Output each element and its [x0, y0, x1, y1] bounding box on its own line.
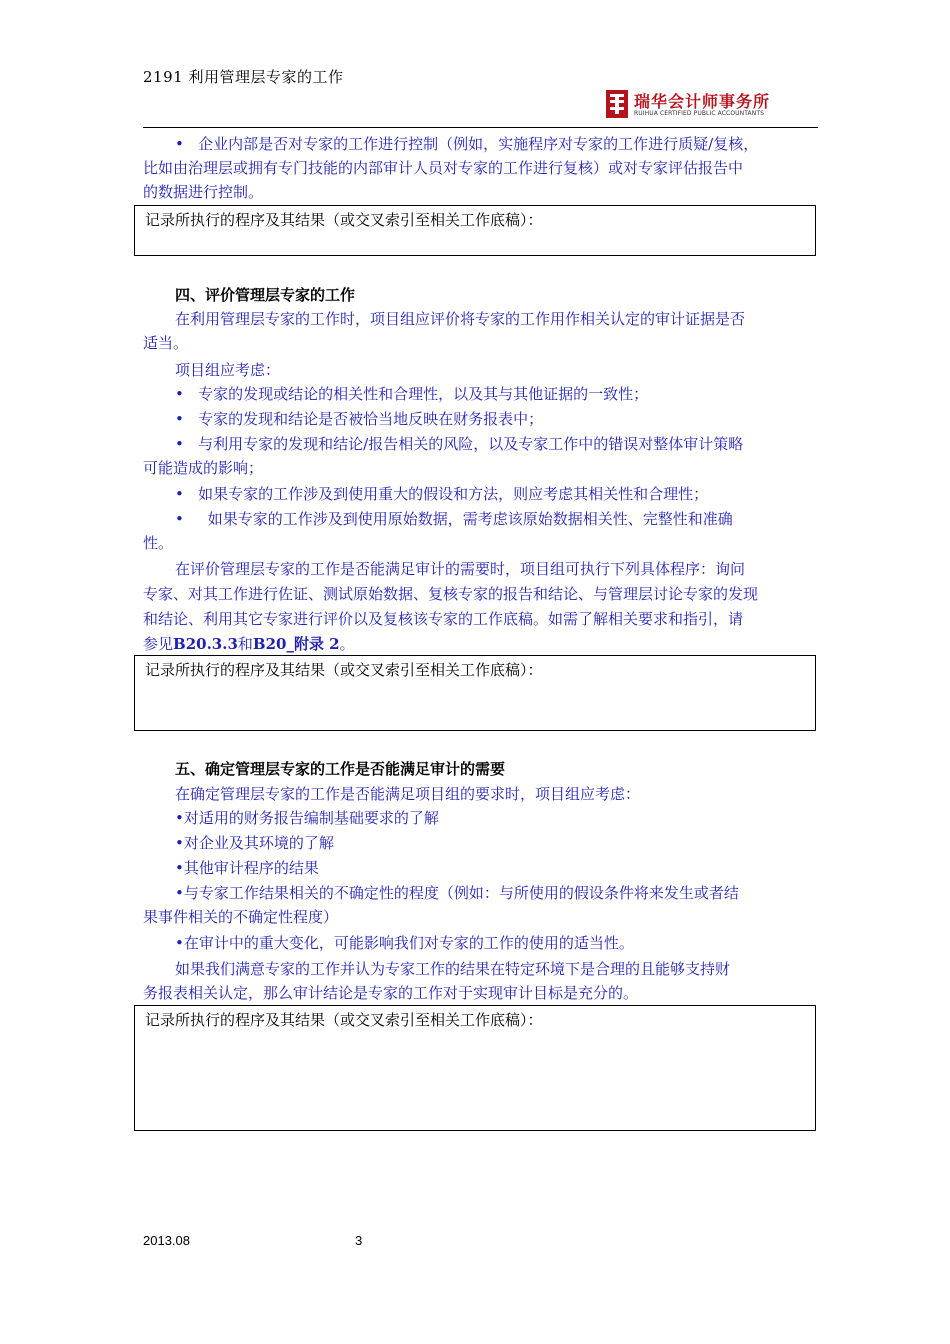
section-4-bullet-3-cont: 可能造成的影响； — [143, 459, 264, 477]
record-box-2[interactable] — [134, 655, 816, 731]
bullet-dot: • — [175, 435, 184, 453]
logo-chinese-name: 瑞华会计师事务所 — [634, 92, 771, 111]
section-4-consider: 项目组应考虑： — [175, 361, 281, 379]
bullet-dot: • — [175, 934, 184, 952]
record-label: 记录所执行的程序及其结果（或交叉索引至相关工作底稿）： — [145, 211, 543, 229]
section-4-para-2: 专家、对其工作进行佐证、测试原始数据、复核专家的报告和结论、与管理层讨论专家的发现 — [143, 585, 759, 603]
section-4-bullet-5-cont: 性。 — [143, 534, 174, 552]
logo-english-name: RUIHUA CERTIFIED PUBLIC ACCOUNTANTS — [634, 110, 765, 117]
bullet-dot: • — [175, 809, 184, 827]
bullet-dot: • — [175, 410, 184, 428]
bullet-dot: • — [175, 834, 184, 852]
section-5-bullet-4-cont: 果事件相关的不确定性程度） — [143, 908, 339, 926]
bullet-dot: • — [175, 385, 184, 403]
header-divider — [143, 127, 818, 128]
section-4-bullet-3: • 与利用专家的发现和结论/报告相关的风险，以及专家工作中的错误对整体审计策略 — [175, 435, 744, 453]
record-box-1[interactable] — [134, 205, 816, 256]
section-4-bullet-1: • 专家的发现或结论的相关性和合理性，以及其与其他证据的一致性； — [175, 385, 649, 403]
bullet-dot: • — [175, 510, 184, 528]
section-4-intro-1: 在利用管理层专家的工作时，项目组应评价将专家的工作用作相关认定的审计证据是否 — [175, 310, 746, 328]
top-bullet-line-3: 的数据进行控制。 — [143, 183, 264, 201]
section-4-intro-2: 适当。 — [143, 334, 189, 352]
bullet-dot: • — [175, 859, 184, 877]
section-5-bullet-4: •与专家工作结果相关的不确定性的程度（例如：与所使用的假设条件将来发生或者结 — [175, 884, 739, 902]
section-4-bullet-5: • 如果专家的工作涉及到使用原始数据，需考虑该原始数据相关性、完整性和准确 — [175, 510, 733, 528]
reference-link-1[interactable]: B20.3.3 — [173, 635, 238, 653]
record-label: 记录所执行的程序及其结果（或交叉索引至相关工作底稿）： — [145, 1011, 543, 1029]
section-4-reference: 参见B20.3.3和B20_附录 2。 — [143, 635, 355, 653]
section-4-bullet-4: • 如果专家的工作涉及到使用重大的假设和方法，则应考虑其相关性和合理性； — [175, 485, 709, 503]
section-4-para-3: 和结论、利用其它专家进行评价以及复核该专家的工作底稿。如需了解相关要求和指引，请 — [143, 610, 744, 628]
section-5-conclusion-1: 如果我们满意专家的工作并认为专家工作的结果在特定环境下是合理的且能够支持财 — [175, 960, 731, 978]
section-4-heading: 四、评价管理层专家的工作 — [175, 286, 356, 304]
section-5-bullet-3: •其他审计程序的结果 — [175, 859, 319, 877]
bullet-dot: • — [175, 884, 184, 902]
section-5-bullet-2: •对企业及其环境的了解 — [175, 834, 334, 852]
firm-logo-icon — [604, 88, 630, 120]
section-4-para-1: 在评价管理层专家的工作是否能满足审计的需要时，项目组可执行下列具体程序：询问 — [175, 560, 746, 578]
firm-logo — [604, 88, 819, 122]
section-5-intro: 在确定管理层专家的工作是否能满足项目组的要求时，项目组应考虑： — [175, 785, 641, 803]
top-bullet-line-2: 比如由治理层或拥有专门技能的内部审计人员对专家的工作进行复核）或对专家评估报告中 — [143, 159, 744, 177]
top-bullet-text: 企业内部是否对专家的工作进行控制（例如，实施程序对专家的工作进行质疑/复核， — [198, 135, 759, 153]
bullet-dot: • — [175, 485, 184, 503]
bullet-dot: • — [175, 135, 184, 153]
reference-link-2[interactable]: B20_附录 2 — [252, 635, 340, 653]
section-5-bullet-1: •对适用的财务报告编制基础要求的了解 — [175, 809, 439, 827]
section-5-bullet-5: •在审计中的重大变化，可能影响我们对专家的工作的使用的适当性。 — [175, 934, 634, 952]
record-label: 记录所执行的程序及其结果（或交叉索引至相关工作底稿）： — [145, 661, 543, 679]
page-number: 3 — [355, 1233, 363, 1248]
section-5-heading: 五、确定管理层专家的工作是否能满足审计的需要 — [175, 760, 506, 778]
section-4-bullet-2: • 专家的发现和结论是否被恰当地反映在财务报表中； — [175, 410, 544, 428]
section-5-conclusion-2: 务报表相关认定，那么审计结论是专家的工作对于实现审计目标是充分的。 — [143, 984, 639, 1002]
top-bullet-line-1 — [175, 132, 758, 156]
footer-date: 2013.08 — [143, 1233, 190, 1248]
record-box-3[interactable] — [134, 1005, 816, 1131]
document-title: 2191 利用管理层专家的工作 — [143, 68, 344, 86]
